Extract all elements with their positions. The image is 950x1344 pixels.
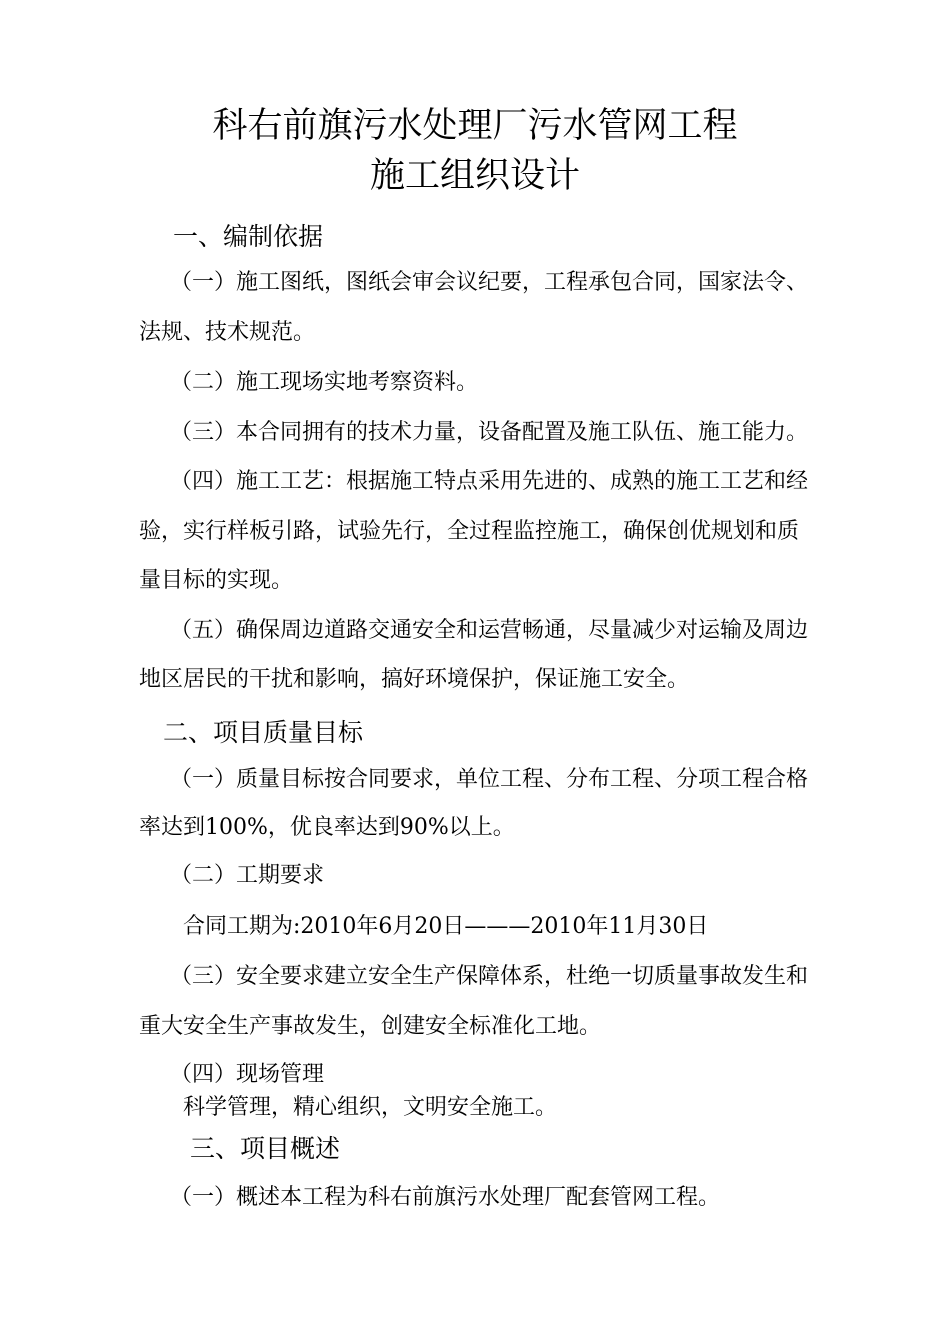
section1-item1-line2: 法规、技术规范。	[139, 320, 316, 345]
section2-item3-line1: （三）安全要求建立安全生产保障体系，杜绝一切质量事故发生和	[170, 964, 809, 989]
section2-item4-detail: 科学管理，精心组织，文明安全施工。	[183, 1095, 558, 1120]
document-title-line1: 科右前旗污水处理厂污水管网工程	[212, 106, 738, 146]
section1-item4-line1: （四）施工工艺：根据施工特点采用先进的、成熟的施工工艺和经	[170, 469, 809, 494]
section2-item2: （二）工期要求	[170, 863, 325, 888]
section1-heading: 一、编制依据	[173, 222, 324, 251]
section1-item4-line2: 验，实行样板引路，试验先行，全过程监控施工，确保创优规划和质	[139, 519, 800, 544]
section1-item5-line1: （五）确保周边道路交通安全和运营畅通，尽量减少对运输及周边	[170, 618, 809, 643]
section2-heading: 二、项目质量目标	[163, 718, 364, 747]
section2-item4: （四）现场管理	[170, 1062, 325, 1087]
section2-item1-line1: （一）质量目标按合同要求，单位工程、分布工程、分项工程合格	[170, 767, 809, 792]
section1-item3: （三）本合同拥有的技术力量，设备配置及施工队伍、施工能力。	[170, 420, 809, 445]
section2-item2-detail: 合同工期为:2010年6月20日———2010年11月30日	[183, 914, 709, 939]
section1-item4-line3: 量目标的实现。	[139, 568, 294, 593]
document-title-line2: 施工组织设计	[369, 156, 580, 196]
section2-item1-line2: 率达到100%，优良率达到90%以上。	[139, 815, 515, 840]
section1-item1-line1: （一）施工图纸，图纸会审会议纪要，工程承包合同，国家法令、	[170, 270, 809, 295]
section3-heading: 三、项目概述	[190, 1134, 341, 1163]
section2-item3-line2: 重大安全生产事故发生，创建安全标准化工地。	[139, 1014, 602, 1039]
section1-item5-line2: 地区居民的干扰和影响，搞好环境保护，保证施工安全。	[139, 667, 690, 692]
section1-item2: （二）施工现场实地考察资料。	[170, 370, 479, 395]
section3-item1: （一）概述本工程为科右前旗污水处理厂配套管网工程。	[170, 1185, 721, 1210]
